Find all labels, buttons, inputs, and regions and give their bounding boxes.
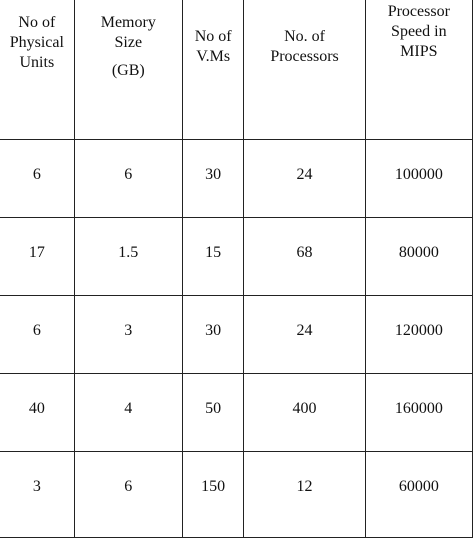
cell-processors: 12 <box>244 452 365 538</box>
header-processors-line-1: No. of <box>284 28 325 45</box>
cell-physical-units: 40 <box>0 374 74 452</box>
cell-memory-size: 1.5 <box>74 218 182 296</box>
header-physical-units <box>0 0 74 140</box>
header-processor-speed-line-1: Processor <box>387 3 450 20</box>
cell-physical-units: 3 <box>0 452 74 538</box>
cell-vms: 15 <box>182 218 244 296</box>
header-physical-units-line-1: No of <box>18 14 56 31</box>
header-physical-units-line-3: Units <box>19 54 55 71</box>
cell-processors: 24 <box>244 296 365 374</box>
cell-processor-speed: 80000 <box>365 218 472 296</box>
table-row <box>0 296 473 374</box>
header-memory-size-line-2: Size <box>114 34 143 51</box>
header-memory-size-line-1: Memory <box>100 14 156 31</box>
cell-memory-size: 4 <box>74 374 182 452</box>
header-processor-speed-line-3: MIPS <box>400 43 438 60</box>
cell-memory-size: 6 <box>74 140 182 218</box>
cell-processor-speed: 120000 <box>365 296 472 374</box>
cell-processor-speed: 160000 <box>365 374 472 452</box>
cell-vms: 30 <box>182 140 244 218</box>
table-row <box>0 452 473 538</box>
cell-physical-units: 17 <box>0 218 74 296</box>
header-vms-line-1: No of <box>194 28 232 45</box>
header-processors-line-2: Processors <box>270 48 339 65</box>
header-physical-units-line-2: Physical <box>9 34 64 51</box>
header-processor-speed-line-2: Speed in <box>391 23 447 40</box>
cell-processors: 24 <box>244 140 365 218</box>
header-memory-size <box>74 0 182 140</box>
cell-vms: 30 <box>182 296 244 374</box>
header-processors <box>244 0 365 140</box>
cell-physical-units: 6 <box>0 140 74 218</box>
cell-processors: 400 <box>244 374 365 452</box>
cell-memory-size: 6 <box>74 452 182 538</box>
cell-processor-speed: 100000 <box>365 140 472 218</box>
cell-vms: 150 <box>182 452 244 538</box>
header-vms-line-2: V.Ms <box>196 48 231 65</box>
header-memory-size-unit: (GB) <box>111 62 145 79</box>
header-vms <box>182 0 244 140</box>
cell-vms: 50 <box>182 374 244 452</box>
cell-memory-size: 3 <box>74 296 182 374</box>
table-row <box>0 218 473 296</box>
cell-physical-units: 6 <box>0 296 74 374</box>
header-processor-speed <box>365 0 472 140</box>
table-row <box>0 374 473 452</box>
table-row <box>0 140 473 218</box>
cell-processor-speed: 60000 <box>365 452 472 538</box>
header-row <box>0 0 473 140</box>
cell-processors: 68 <box>244 218 365 296</box>
